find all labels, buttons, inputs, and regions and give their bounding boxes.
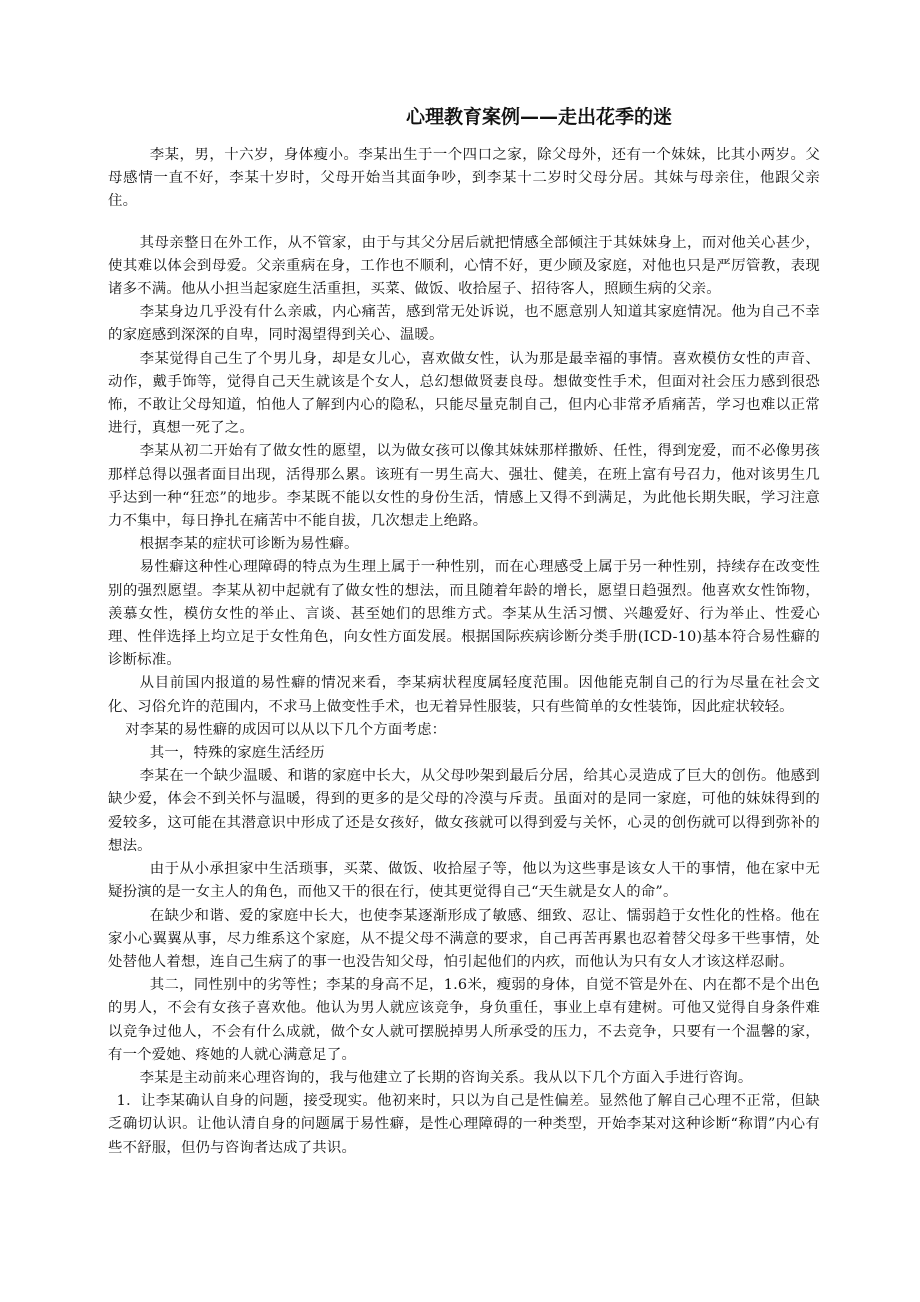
- paragraph-causes-intro: 对李某的易性癖的成因可以从以下几个方面考虑：: [125, 721, 447, 738]
- paragraph-wish: 李某从初二开始有了做女性的愿望，以为做女孩可以像其妹妹那样撒娇、任性，得到宠爱，而不必像男孩那样总得以强者面目出现，活得那么累。该班有一男生高大、强壮、健美，在班上富有号召力，他对该男生几乎达到一种“狂恋”的地步。李某既不能以女性的身份生活，情感上又得不到满足，为此他长期失眠，学习注意力不集中，每日挣扎在痛苦中不能自拔，几次想走上绝路。: [108, 443, 820, 530]
- paragraph-chores: 由于从小承担家中生活琐事，买菜、做饭、收拾屋子等，他以为这些事是该女人干的事情，他在家中无疑扮演的是一女主人的角色，而他又干的很在行，使其更觉得自己“天生就是女人的命”。: [108, 861, 820, 901]
- paragraph-step-one: 1．让李某确认自身的问题，接受现实。他初来时，只以为自己是性偏差。显然他了解自己心理不正常，但缺乏确切认识。让他认清自身的问题属于易性癖，是性心理障碍的一种类型，开始李某对这种诊断“称谓”内心有些不舒服，但仍与咨询者达成了共识。: [108, 1093, 820, 1156]
- paragraph-character: 在缺少和谐、爱的家庭中长大，也使李某逐渐形成了敏感、细致、忍让、懦弱趋于女性化的性格。他在家小心翼翼从事，尽力维系这个家庭，从不提父母不满意的要求，自己再苦再累也忍着替父母多干些事情，处处替他人着想，连自己生病了的事一也没告知父母，怕引起他们的内疚，而他认为只有女人才该这样忍耐。: [108, 907, 820, 970]
- paragraph-background: 李某，男，十六岁，身体瘦小。李某出生于一个四口之家，除父母外，还有一个妹妹，比其小两岁。父母感情一直不好，李某十岁时，父母开始当其面争吵，到李某十二岁时父母分居。其妹与母亲住，他跟父亲住。: [108, 147, 820, 210]
- paragraph-relatives: 李某身边几乎没有什么亲戚，内心痛苦，感到常无处诉说，也不愿意别人知道其家庭情况。他为自己不幸的家庭感到深深的自卑，同时渴望得到关心、温暖。: [108, 304, 820, 344]
- paragraph-counseling: 李某是主动前来心理咨询的，我与他建立了长期的咨询关系。我从以下几个方面入手进行咨询。: [139, 1069, 753, 1086]
- paragraph-gap: [108, 214, 820, 232]
- paragraph-diagnosis: 根据李某的症状可诊断为易性癖。: [139, 536, 359, 553]
- paragraph-cause-two: 其二，同性别中的劣等性；李某的身高不足，1.6米，瘦弱的身体，自觉不管是外在、内在都不是个出色的男人，不会有女孩子喜欢他。他认为男人就应该竞争，身负重任，事业上卓有建树。可他又觉得自身条件难以竞争过他人，不会有什么成就，做个女人就可摆脱掉男人所承受的压力，不去竞争，只要有一个温馨的家，有一个爱她、疼她的人就心满意足了。: [108, 977, 820, 1063]
- document-page: [108, 100, 820, 1160]
- heading-cause-one: 其一，特殊的家庭生活经历: [149, 745, 325, 762]
- paragraph-identity: 李某觉得自己生了个男儿身，却是女儿心，喜欢做女性，认为那是最幸福的事情。喜欢模仿女性的声音、动作，戴手饰等，觉得自己天生就该是个女人，总幻想做贤妻良母。想做变性手术，但面对社会压力感到很恐怖，不敢让父母知道，怕他人了解到内心的隐私，只能尽量克制自己，但内心非常矛盾痛苦，学习也难以正常进行，真想一死了之。: [108, 350, 820, 437]
- paragraph-cause-one: 李某在一个缺少温暖、和谐的家庭中长大，从父母吵架到最后分居，给其心灵造成了巨大的创伤。他感到缺少爱，体会不到关怀与温暖，得到的更多的是父母的冷漠与斥责。虽面对的是同一家庭，可他的妹妹得到的爱较多，这可能在其潜意识中形成了还是女孩好，做女孩就可以得到爱与关怀，心灵的创伤就可以得到弥补的想法。: [108, 768, 820, 854]
- paragraph-family: 其母亲整日在外工作，从不管家，由于与其父分居后就把情感全部倾注于其妹妹身上，而对他关心甚少，使其难以体会到母爱。父亲重病在身，工作也不顺利，心情不好，更少顾及家庭，对他也只是严厉管教，表现诸多不满。他从小担当起家庭生活重担，买菜、做饭、收拾屋子、招待客人，照顾生病的父亲。: [108, 234, 820, 298]
- document-title: 心理教育案例——走出花季的迷: [405, 106, 672, 128]
- paragraph-severity: 从目前国内报道的易性癖的情况来看，李某病状程度属轻度范围。因他能克制自己的行为尽量在社会文化、习俗允许的范围内，不求马上做变性手术，也无着异性服装，只有些简单的女性装饰，因此症状较轻。: [108, 675, 820, 715]
- paragraph-definition: 易性癖这种性心理障碍的特点为生理上属于一种性别，而在心理感受上属于另一种性别，持续存在改变性别的强烈愿望。李某从初中起就有了做女性的想法，而且随着年龄的增长，愿望日趋强烈。他喜欢女性饰物，羡慕女性，模仿女性的举止、言谈、甚至她们的思维方式。李某从生活习惯、兴趣爱好、行为举止、性爱心理、性伴选择上均立足于女性角色，向女性方面发展。根据国际疾病诊断分类手册(ICD-10)基本符合易性癖的诊断标准。: [108, 559, 820, 669]
